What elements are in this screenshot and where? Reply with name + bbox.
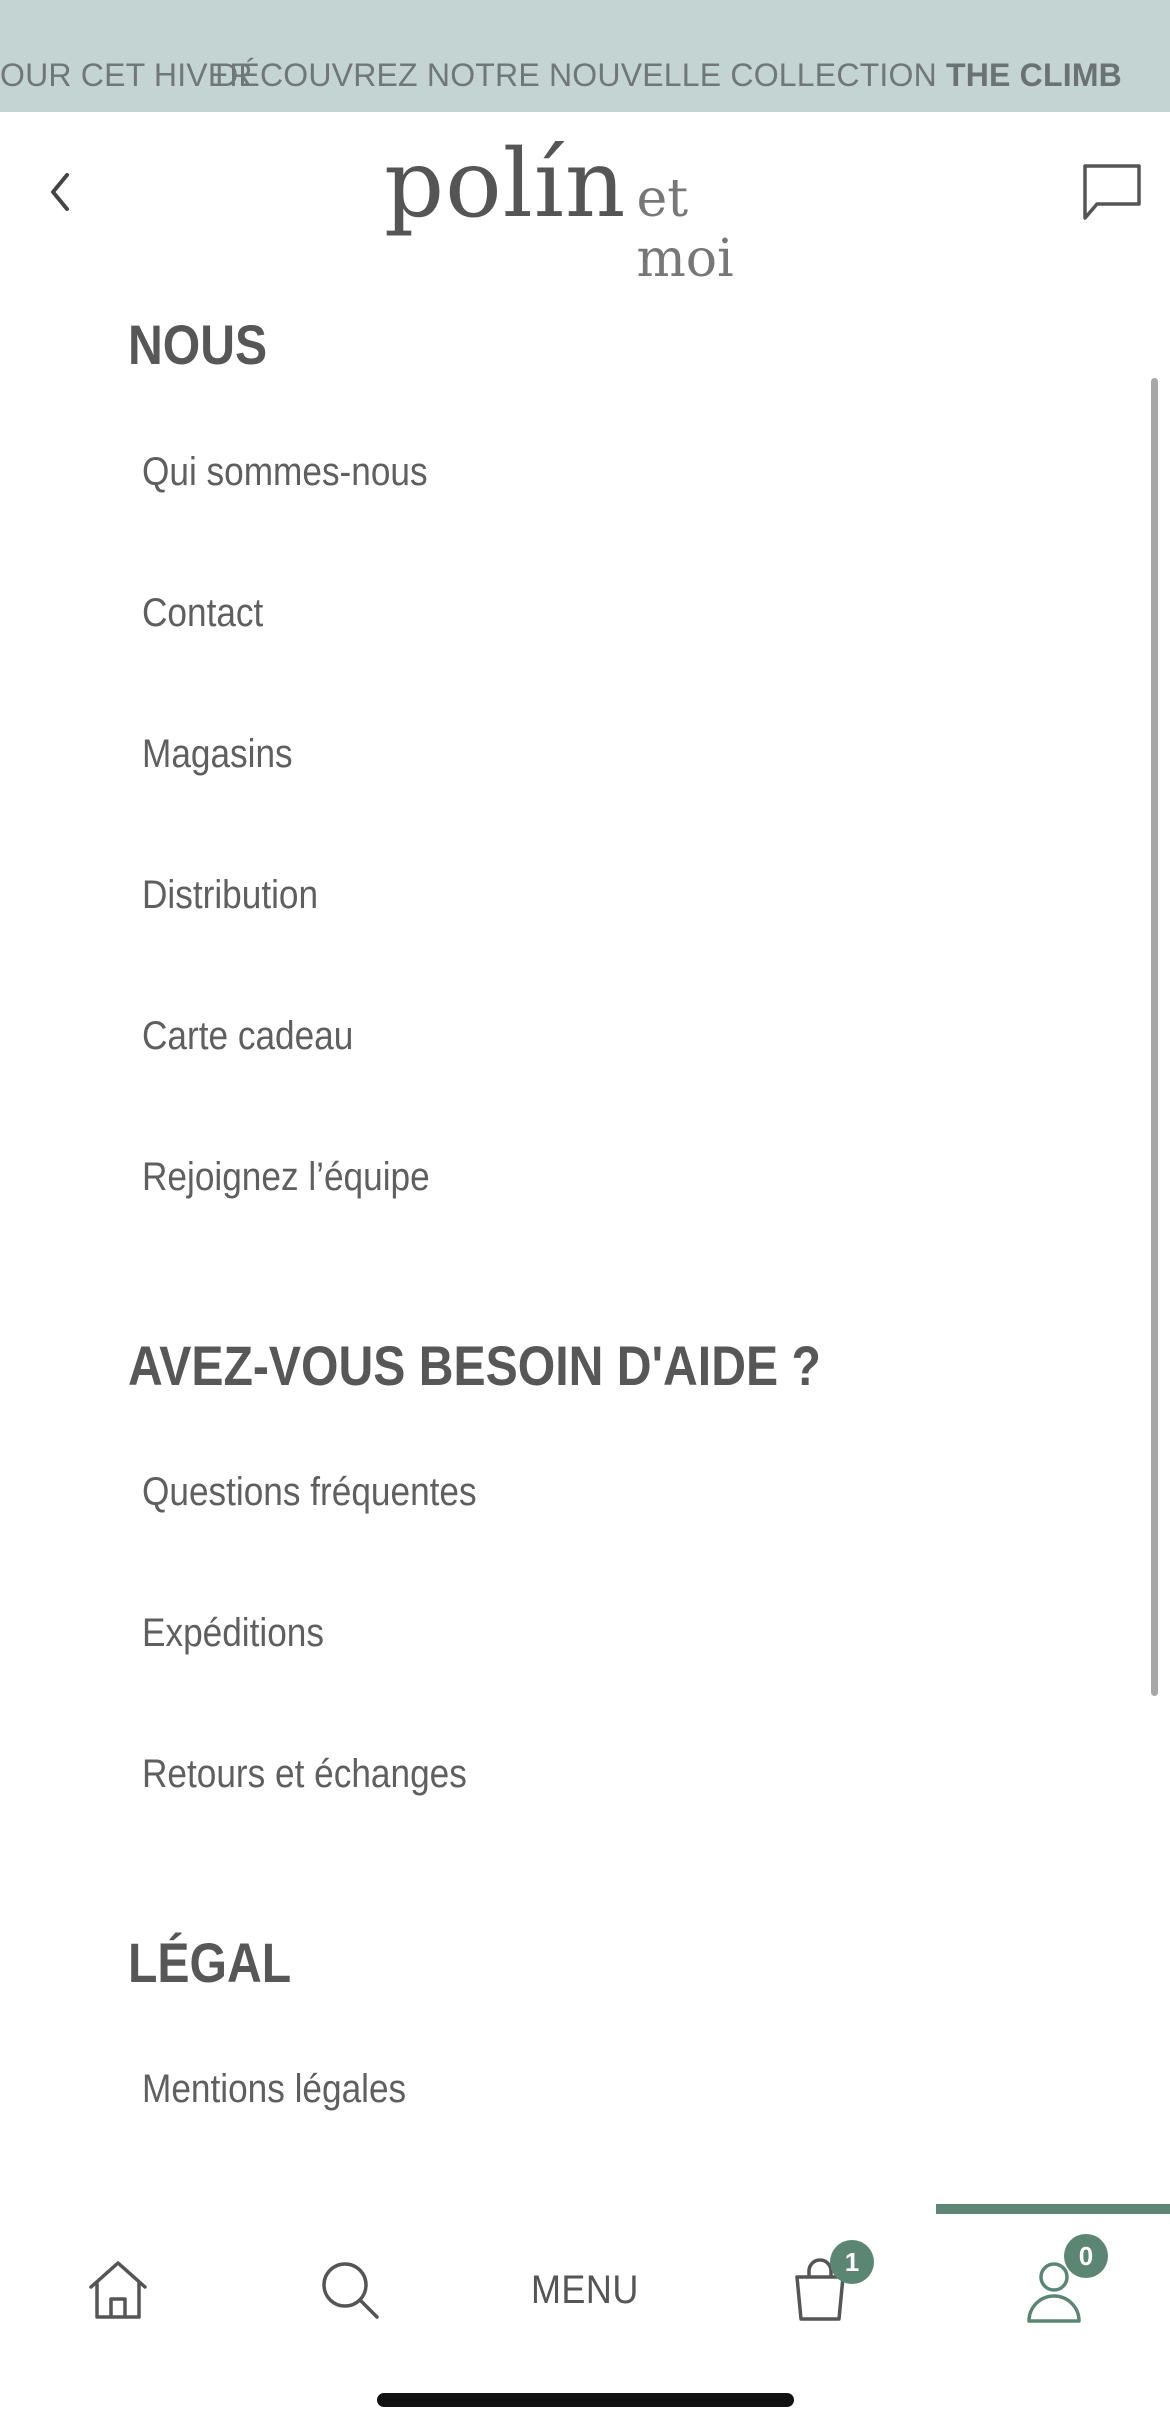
brand-logo[interactable] <box>384 130 794 289</box>
nav-home-button[interactable] <box>60 2230 176 2350</box>
promo-text-left: OUR CET HIVER <box>0 57 253 93</box>
menu-item-rejoignez-equipe[interactable]: Rejoignez l’équipe <box>142 1155 430 1199</box>
menu-item-mentions-legales[interactable]: Mentions légales <box>142 2067 407 2111</box>
back-button[interactable] <box>30 157 90 227</box>
account-count-badge: 0 <box>1064 2234 1108 2278</box>
menu-item-carte-cadeau[interactable]: Carte cadeau <box>142 1014 354 1058</box>
scrollbar[interactable] <box>1151 378 1158 1696</box>
nav-menu-button[interactable] <box>505 2230 665 2350</box>
promo-emphasis: THE CLIMB <box>945 57 1122 93</box>
header <box>0 112 1170 289</box>
menu-item-retours-echanges[interactable]: Retours et échanges <box>142 1752 467 1796</box>
cart-count-badge: 1 <box>830 2240 874 2284</box>
chevron-left-icon <box>45 169 75 215</box>
logo-main: polín <box>384 130 627 239</box>
section-title-nous: NOUS <box>128 313 268 376</box>
section-title-legal: LÉGAL <box>128 1931 292 1994</box>
menu-panel[interactable] <box>0 272 1170 2204</box>
menu-item-questions-frequentes[interactable]: Questions fréquentes <box>142 1470 477 1514</box>
search-icon <box>317 2257 383 2323</box>
promo-banner[interactable] <box>0 0 1170 112</box>
menu-item-magasins[interactable]: Magasins <box>142 732 293 776</box>
logo-sub: et moi <box>636 169 734 289</box>
section-title-aide: AVEZ-VOUS BESOIN D'AIDE ? <box>128 1334 821 1397</box>
nav-account-button[interactable] <box>996 2230 1112 2350</box>
menu-item-expeditions[interactable]: Expéditions <box>142 1611 324 1655</box>
menu-item-distribution[interactable]: Distribution <box>142 873 319 917</box>
chat-button[interactable] <box>1072 152 1152 232</box>
nav-menu-label: MENU <box>531 2267 639 2312</box>
promo-text-right: DÉCOUVREZ NOTRE NOUVELLE COLLECTION THE CLIMB <box>215 57 1122 93</box>
menu-item-qui-sommes-nous[interactable]: Qui sommes-nous <box>142 450 428 494</box>
menu-item-contact[interactable]: Contact <box>142 591 264 635</box>
home-icon <box>85 2257 151 2323</box>
nav-search-button[interactable] <box>292 2230 408 2350</box>
chat-bubble-icon <box>1079 160 1145 224</box>
nav-cart-button[interactable] <box>762 2230 878 2350</box>
active-tab-indicator <box>936 2204 1170 2214</box>
home-indicator[interactable] <box>377 2393 794 2407</box>
